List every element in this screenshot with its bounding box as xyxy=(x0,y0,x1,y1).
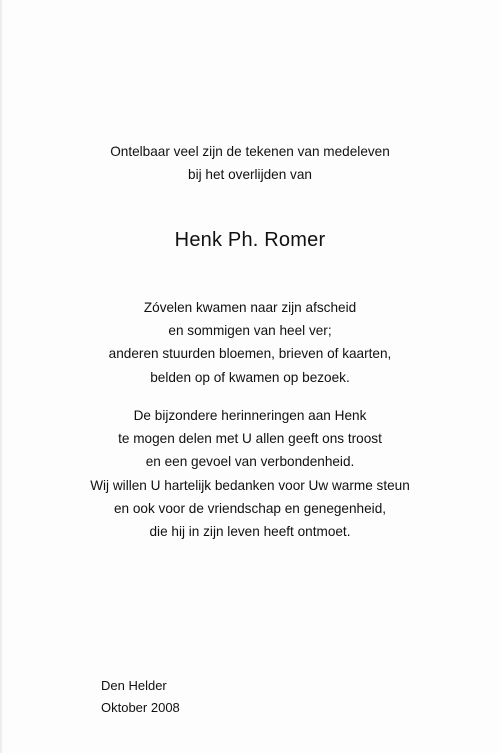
verse-one xyxy=(0,296,500,389)
signoff-place: Den Helder xyxy=(101,678,167,693)
verse-line: Zóvelen kwamen naar zijn afscheid xyxy=(143,300,357,315)
deceased-name: Henk Ph. Romer xyxy=(174,229,326,251)
verse-two xyxy=(0,404,500,543)
signoff-date: Oktober 2008 xyxy=(101,700,180,715)
intro-line: bij het overlijden van xyxy=(188,167,312,183)
verse-line: Wij willen U hartelijk bedanken voor Uw warme steun xyxy=(90,477,410,493)
verse-line: en een gevoel van verbondenheid. xyxy=(145,454,355,470)
verse-line: en ook voor de vriendschap en genegenheid, xyxy=(113,500,387,516)
intro-text xyxy=(0,140,500,186)
verse-line: en sommigen van heel ver; xyxy=(168,323,332,339)
verse-line: De bijzondere herinneringen aan Henk xyxy=(133,408,367,423)
verse-line: anderen stuurden bloemen, brieven of kaarten, xyxy=(108,346,392,362)
verse-line: te mogen delen met U allen geeft ons troost xyxy=(118,431,382,447)
signoff xyxy=(101,675,180,719)
verse-line: die hij in zijn leven heeft ontmoet. xyxy=(149,524,351,540)
verse-line: belden op of kwamen op bezoek. xyxy=(150,369,350,385)
intro-line: Ontelbaar veel zijn de tekenen van medeleven xyxy=(110,144,390,159)
